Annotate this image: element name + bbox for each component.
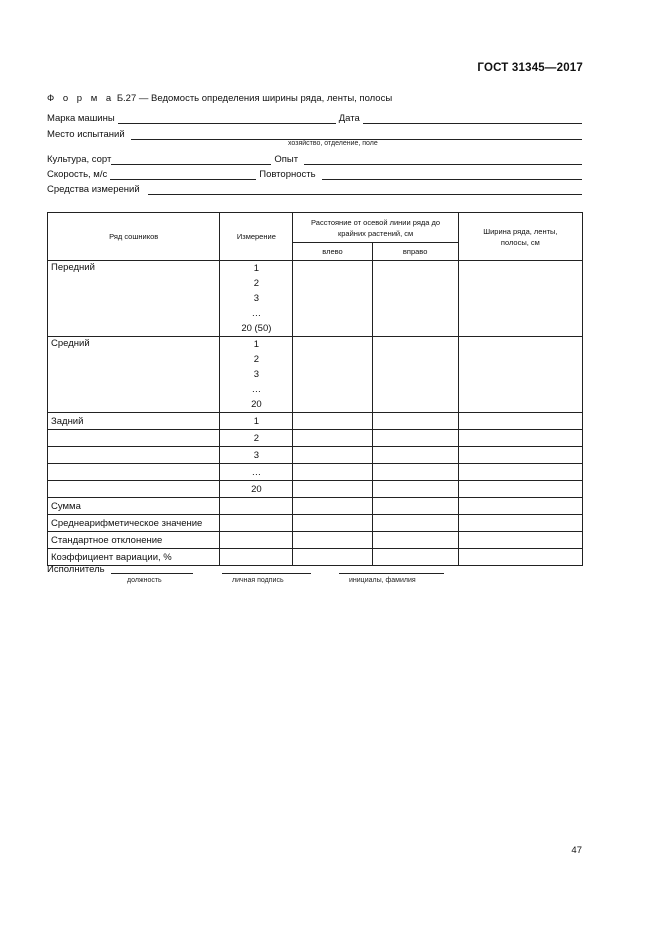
repeat-field[interactable] [322,169,582,180]
page-number: 47 [571,845,582,856]
cell-width[interactable] [458,447,582,464]
speed-label: Скорость, м/с [47,169,108,180]
signature-caption: личная подпись [232,577,284,584]
table-row-back-1 [48,413,583,430]
repeat-label: Повторность [259,169,316,180]
header-width: Ширина ряда, ленты, полосы, см [458,213,582,261]
measurement-number: 20 [251,399,262,410]
measurement-number: 20 (50) [241,323,272,334]
cell-right-front[interactable] [372,261,458,337]
name-field[interactable] [339,573,444,574]
standard-number: ГОСТ 31345—2017 [477,62,583,74]
cell-right[interactable] [372,430,458,447]
cell-left[interactable] [293,498,372,515]
table-row-back-3 [48,447,583,464]
measurement-number: 2 [220,430,293,447]
table-row-back-5 [48,481,583,498]
table-row-std [48,532,583,549]
measurement-number: 1 [253,263,260,274]
row-label-middle: Средний [48,337,220,413]
header-distance: Расстояние от осевой линии ряда до крайних растений, см [293,213,458,243]
cell-width[interactable] [458,549,582,566]
machine-field[interactable] [118,113,336,124]
executor-label: Исполнитель [47,564,105,575]
measurement-table [47,212,583,566]
cell-right[interactable] [372,515,458,532]
measurement-number: 1 [253,339,260,350]
measurement-number: 3 [253,369,260,380]
header-left: влево [293,243,372,261]
cell-empty [48,430,220,447]
cell-right[interactable] [372,447,458,464]
table-row-cv [48,549,583,566]
form-prefix: Ф о р м а [47,93,115,104]
cell-right[interactable] [372,549,458,566]
table-row-middle [48,337,583,413]
cell-empty [48,481,220,498]
measurement-number: 3 [253,293,260,304]
measurement-number: 2 [253,354,260,365]
cell-left-middle[interactable] [293,337,372,413]
cell-measurement[interactable] [220,532,293,549]
table-row-mean [48,515,583,532]
header-measurement: Измерение [220,213,293,261]
form-title [47,93,392,104]
stat-cv-label: Коэффициент вариации, % [48,549,220,566]
instruments-row [47,181,582,195]
table-row-sum [48,498,583,515]
cell-width[interactable] [458,464,582,481]
row-label-back: Задний [48,413,220,430]
cell-width[interactable] [458,532,582,549]
cell-left[interactable] [293,481,372,498]
date-field[interactable] [363,113,582,124]
cell-left[interactable] [293,464,372,481]
cell-measurement[interactable] [220,515,293,532]
header-row: Ряд сошников [48,213,220,261]
instruments-label: Средства измерений [47,184,140,195]
cell-left[interactable] [293,532,372,549]
measurements-front [220,261,293,337]
measurement-ellipsis: … [251,384,262,395]
cell-width[interactable] [458,430,582,447]
cell-width[interactable] [458,481,582,498]
crop-trial-row [47,151,582,165]
measurement-number: 1 [220,413,293,430]
table-row-back-4 [48,464,583,481]
position-field[interactable] [111,573,193,574]
measurement-ellipsis: … [251,308,262,319]
measurement-number: 3 [220,447,293,464]
machine-date-row [47,110,582,124]
cell-left[interactable] [293,549,372,566]
stat-mean-label: Среднеарифметическое значение [48,515,220,532]
cell-empty [48,447,220,464]
cell-measurement[interactable] [220,549,293,566]
cell-left[interactable] [293,430,372,447]
crop-field[interactable] [111,154,271,165]
cell-width-front[interactable] [458,261,582,337]
cell-width[interactable] [458,413,582,430]
cell-right-middle[interactable] [372,337,458,413]
measurement-number: 2 [253,278,260,289]
header-right: вправо [372,243,458,261]
cell-left[interactable] [293,413,372,430]
stat-std-label: Стандартное отклонение [48,532,220,549]
measurement-number: 20 [220,481,293,498]
stat-sum-label: Сумма [48,498,220,515]
name-caption: инициалы, фамилия [349,577,416,584]
test-site-label: Место испытаний [47,129,125,140]
cell-right[interactable] [372,481,458,498]
cell-width-middle[interactable] [458,337,582,413]
trial-field[interactable] [304,154,582,165]
machine-label: Марка машины [47,113,115,124]
cell-width[interactable] [458,515,582,532]
signature-field[interactable] [222,573,311,574]
cell-measurement[interactable] [220,498,293,515]
speed-field[interactable] [110,169,256,180]
cell-width[interactable] [458,498,582,515]
test-site-caption: хозяйство, отделение, поле [288,140,378,147]
form-title-text: Б.27 — Ведомость определения ширины ряда, ленты, полосы [116,93,393,104]
measurement-ellipsis: … [220,464,293,481]
test-site-field[interactable] [131,129,582,140]
cell-right[interactable] [372,413,458,430]
row-label-front: Передний [48,261,220,337]
speed-repeat-row [47,166,582,180]
crop-label: Культура, сорт [47,154,112,165]
test-site-row [47,126,582,140]
cell-empty [48,464,220,481]
cell-right[interactable] [372,532,458,549]
instruments-field[interactable] [148,184,582,195]
table-row-front [48,261,583,337]
cell-left-front[interactable] [293,261,372,337]
cell-right[interactable] [372,464,458,481]
position-caption: должность [127,577,162,584]
trial-label: Опыт [274,154,299,165]
cell-right[interactable] [372,498,458,515]
date-label: Дата [338,113,360,124]
table-row-back-2 [48,430,583,447]
cell-left[interactable] [293,515,372,532]
cell-left[interactable] [293,447,372,464]
measurements-middle [220,337,293,413]
